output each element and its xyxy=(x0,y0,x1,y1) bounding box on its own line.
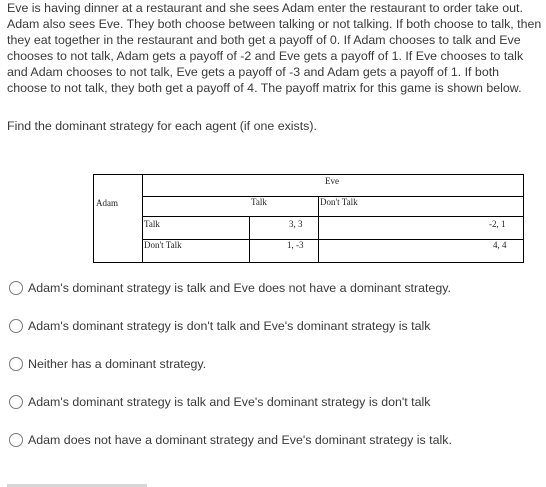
answer-option[interactable] xyxy=(9,430,452,450)
answer-option[interactable] xyxy=(9,392,430,412)
radio-button[interactable] xyxy=(9,433,23,447)
answer-option-label: Adam does not have a dominant strategy and Eve's dominant strategy is talk. xyxy=(28,433,452,447)
answer-option[interactable] xyxy=(9,354,206,374)
answer-option[interactable] xyxy=(9,316,430,336)
row-header-dont-talk: Don't Talk xyxy=(144,240,182,250)
question-prompt: Find the dominant strategy for each agent (if one exists). xyxy=(7,119,317,133)
payoff-matrix xyxy=(93,174,524,263)
answer-option-label: Adam's dominant strategy is talk and Eve's dominant strategy is don't talk xyxy=(28,395,431,409)
cell-talk-talk: 3, 3 xyxy=(289,219,303,229)
cell-donttalk-talk: 1, -3 xyxy=(287,240,304,250)
answer-option-label: Neither has a dominant strategy. xyxy=(28,357,207,371)
answer-option-label: Adam's dominant strategy is don't talk and Eve's dominant strategy is talk xyxy=(28,319,431,333)
cell-donttalk-donttalk: 4, 4 xyxy=(493,240,507,250)
answer-option-label: Adam's dominant strategy is talk and Eve does not have a dominant strategy. xyxy=(28,281,451,295)
col-header-dont-talk: Don't Talk xyxy=(320,197,358,207)
radio-button[interactable] xyxy=(9,281,23,295)
row-player-label: Adam xyxy=(96,198,118,208)
answer-option[interactable] xyxy=(9,278,451,298)
clipped-text-fragment xyxy=(7,480,167,487)
radio-button[interactable] xyxy=(9,319,23,333)
question-text: Eve is having dinner at a restaurant and she sees Adam enter the restaurant to order take out. Adam also sees Eve. They both choose between talking or not talking. If both choose to talk, then they eat together in the restaurant and both get a payoff of 0. If Adam chooses to talk and Eve chooses to not talk, Adam gets a payoff of -2 and Eve gets a payoff of 1. If Eve chooses to talk and Adam chooses to not talk, Eve gets a payoff of -3 and Adam gets a payoff of 1. If both choose to not talk, they both get a payoff of 4. The payoff matrix for this game is shown below. xyxy=(7,1,542,95)
col-player-label: Eve xyxy=(325,176,339,186)
col-header-talk: Talk xyxy=(251,197,267,207)
radio-button[interactable] xyxy=(9,395,23,409)
radio-button[interactable] xyxy=(9,357,23,371)
row-header-talk: Talk xyxy=(144,219,160,229)
cell-talk-donttalk: -2, 1 xyxy=(489,219,506,229)
